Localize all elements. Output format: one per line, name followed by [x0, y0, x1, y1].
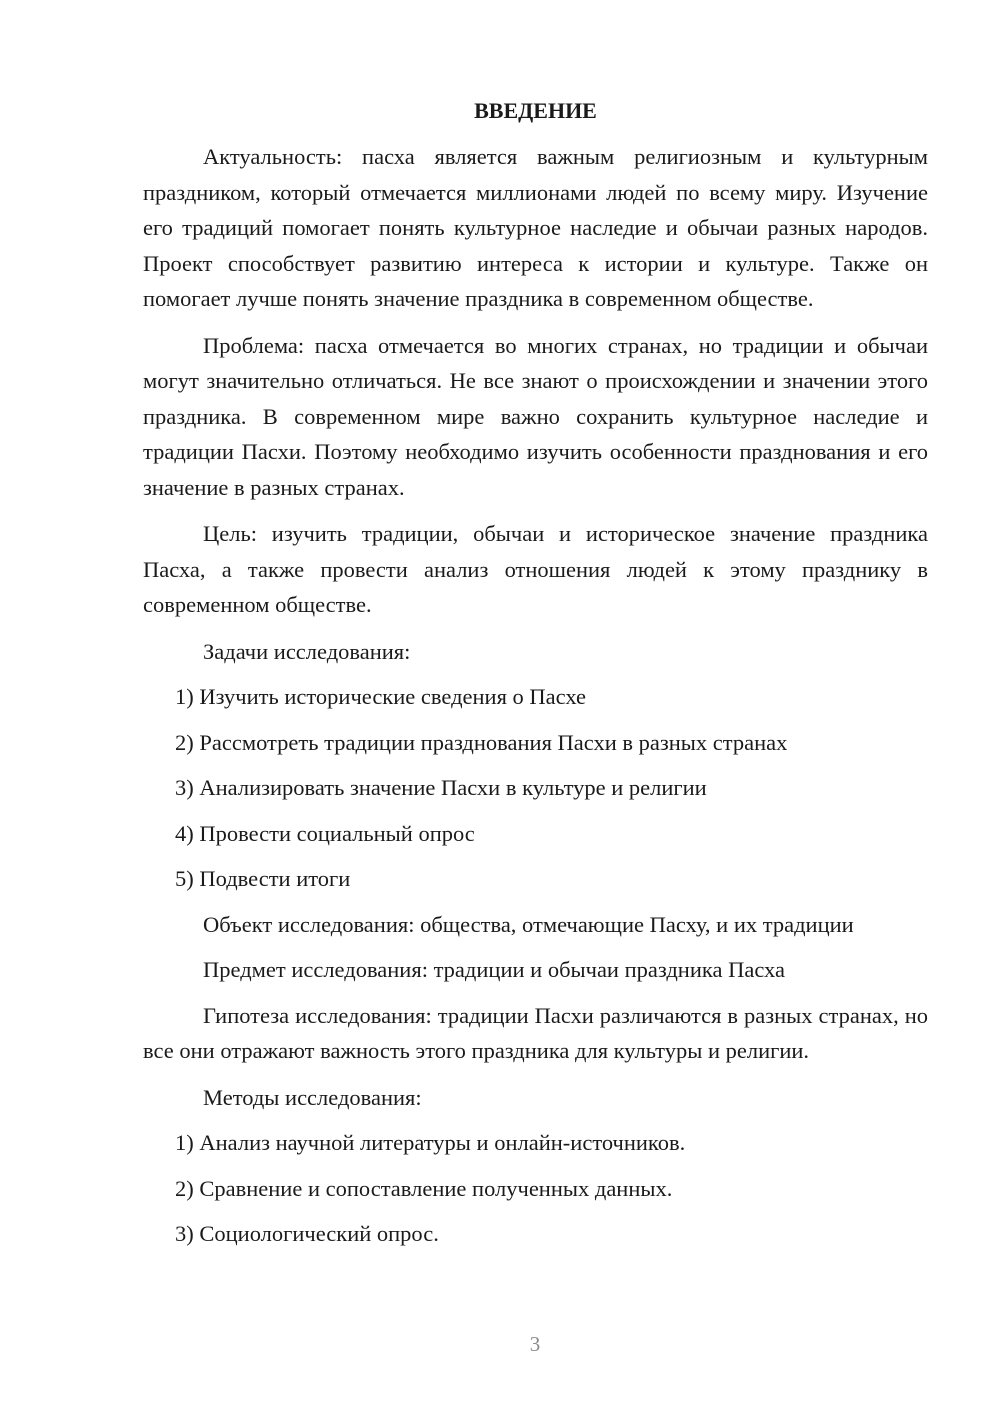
list-item: 5) Подвести итоги [175, 866, 351, 891]
page-title: ВВЕДЕНИЕ [474, 98, 597, 123]
relevance-paragraph: Актуальность: пасха является важным религиозным и культурным праздником, который отмечается миллионами людей по всему миру. Изучение его традиций помогает понять культурное наследие и обычаи разных народов. Проект способствует развитию интереса к истории и культуре. Также он помогает лучше понять значение праздника в современном обществе. [143, 144, 928, 311]
list-item: 1) Анализ научной литературы и онлайн-источников. [175, 1130, 686, 1155]
list-item: 4) Провести социальный опрос [175, 820, 475, 846]
problem-paragraph: Проблема: пасха отмечается во многих странах, но традиции и обычаи могут значительно отличаться. Не все знают о происхождении и значении этого праздника. В современном мире важно сохранить культурное наследие и традиции Пасхи. Поэтому необходимо изучить особенности празднования и его значение в разных странах. [143, 332, 928, 500]
goal-paragraph: Цель: изучить традиции, обычаи и историческое значение праздника Пасха, а также провести анализ отношения людей к этому празднику в современном обществе. [143, 521, 928, 617]
list-item: 3) Социологический опрос. [175, 1221, 439, 1246]
object-line: Объект исследования: общества, отмечающие Пасху, и их традиции [203, 911, 854, 937]
hypothesis-paragraph: Гипотеза исследования: традиции Пасхи различаются в разных странах, но все они отражают важность этого праздника для культуры и религии. [143, 1002, 928, 1063]
methods-heading: Методы исследования: [203, 1084, 422, 1110]
subject-line: Предмет исследования: традиции и обычаи праздника Пасха [203, 957, 785, 982]
list-item: 2) Рассмотреть традиции празднования Пасхи в разных странах [175, 729, 788, 755]
list-item: 2) Сравнение и сопоставление полученных данных. [175, 1175, 673, 1201]
page-number: 3 [529, 1332, 541, 1356]
tasks-heading: Задачи исследования: [203, 638, 411, 664]
list-item: 1) Изучить исторические сведения о Пасхе [175, 684, 587, 709]
list-item: 3) Анализировать значение Пасхи в культуре и религии [175, 775, 707, 800]
